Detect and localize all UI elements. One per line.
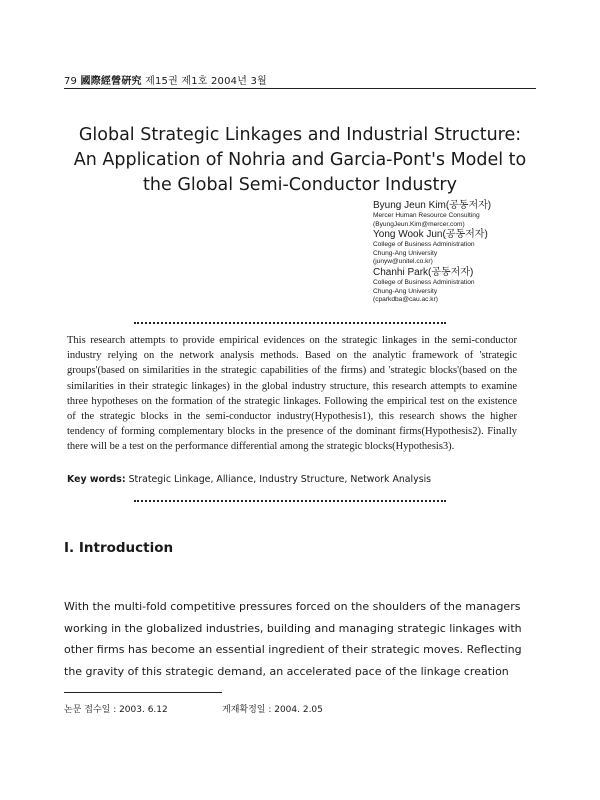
author-email: (cparkdba@cau.ac.kr)	[373, 296, 438, 304]
abstract-text: This research attempts to provide empirical evidences on the strategic linkages in the semi-conductor industry relying on the network analysis methods. Based on the analytic framework of 'strategic groups'(based on similarities in the strategic capabilities of the firms) and 'strategic blocks'(based on the similarities in their strategic linkages) in the global industry structure, this research attempts to examine three hypotheses on the formation of the strategic linkages. Following the empirical test on the existence of the strategic blocks in the semi-conductor industry(Hypothesis1), this research shows the higher tendency of forming complementary blocks in the presence of the dominant firms(Hypothesis2). Finally there will be a test on the performance differential among the strategic blocks(Hypothesis3).	[67, 335, 517, 453]
body-line: other firms has become an essential ingredient of their strategic moves. Reflecting	[64, 643, 522, 656]
title-line: the Global Semi-Conductor Industry	[143, 175, 457, 195]
header-rule	[64, 88, 536, 89]
body-line: With the multi-fold competitive pressures forced on the shoulders of the managers	[64, 600, 521, 613]
received-date: 논문 접수일 : 2003. 6.12	[64, 705, 168, 715]
author-name: Chanhi Park(공동저자)	[373, 266, 474, 278]
author-affiliation: Mercer Human Resource Consulting	[373, 212, 480, 219]
page-number: 79	[64, 76, 78, 87]
keywords-text: Strategic Linkage, Alliance, Industry Structure, Network Analysis	[128, 474, 432, 485]
dotted-divider	[134, 322, 446, 324]
author-entry	[373, 200, 553, 229]
author-email: (junyw@unitel.co.kr)	[373, 258, 433, 266]
author-affiliation: Chung-Ang University	[373, 249, 438, 257]
body-line: the gravity of this strategic demand, an accelerated pace of the linkage creation	[64, 664, 509, 678]
issue-info: 제15권 제1호 2004년 3월	[145, 76, 267, 87]
footnote-rule	[64, 692, 222, 693]
author-email: (ByungJeun.Kim@mercer.com)	[373, 220, 465, 228]
title-line: Global Strategic Linkages and Industrial Structure:	[78, 125, 522, 145]
accepted-date: 게재확정일 : 2004. 2.05	[222, 705, 323, 715]
journal-name: 國際經營硏究	[80, 76, 142, 87]
author-name: Yong Wook Jun(공동저자)	[373, 229, 488, 241]
author-affiliation: College of Business Administration	[373, 241, 475, 249]
paper-title	[40, 123, 560, 198]
running-header	[64, 72, 267, 87]
keywords-line	[67, 474, 537, 485]
author-name: Byung Jeun Kim(공동저자)	[373, 200, 492, 211]
author-affiliation: College of Business Administration	[373, 278, 475, 286]
body-paragraph	[64, 596, 536, 682]
body-line: working in the globalized industries, building and managing strategic linkages with	[64, 621, 522, 635]
title-line: An Application of Nohria and Garcia-Pont's Model to	[73, 150, 527, 170]
dotted-divider	[134, 500, 446, 502]
author-affiliation: Chung-Ang University	[373, 287, 438, 295]
keywords-label: Key words:	[67, 474, 126, 485]
author-block	[373, 200, 553, 305]
author-entry	[373, 267, 553, 305]
author-entry	[373, 229, 553, 267]
section-heading: Ⅰ. Introduction	[64, 540, 174, 556]
